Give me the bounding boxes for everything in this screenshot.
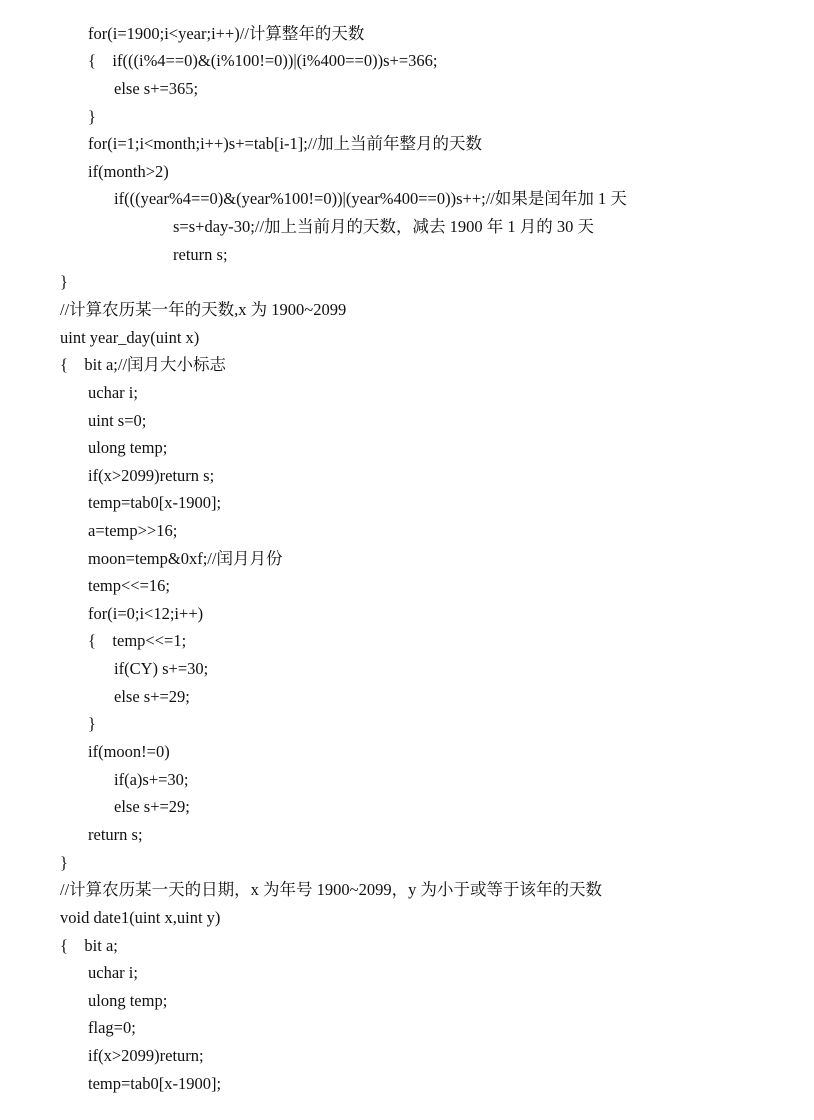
code-line: if(a)s+=30; [114, 770, 189, 789]
code-line: ulong temp; [88, 438, 168, 457]
code-line: uint year_day(uint x) [60, 328, 200, 347]
code-line: temp<<=16; [88, 576, 170, 595]
code-comment: //计算农历某一天的日期，x 为年号 1900~2099，y 为小于或等于该年的天数 [60, 880, 602, 899]
code-line: void date1(uint x,uint y) [60, 908, 221, 927]
code-line: } [88, 714, 96, 733]
code-comment: //计算农历某一年的天数,x 为 1900~2099 [60, 300, 347, 319]
code-line: uint s=0; [88, 411, 147, 430]
code-line: if(month>2) [88, 162, 169, 181]
code-line: for(i=0;i<12;i++) [88, 604, 204, 623]
code-line: if(x>2099)return; [88, 1046, 204, 1065]
code-line: uchar i; [88, 383, 138, 402]
code-line: { bit a; [60, 936, 118, 955]
code-line: a=temp>>16; [88, 521, 178, 540]
code-line: s=s+day-30;//加上当前月的天数，减去 1900 年 1 月的 30 天 [173, 217, 595, 236]
code-line: else s+=365; [114, 79, 199, 98]
code-line: moon=temp&0xf;//闰月月份 [88, 549, 283, 568]
code-line: { bit a;//闰月大小标志 [60, 355, 227, 374]
code-line: flag=0; [88, 1018, 136, 1037]
code-line: { if(((i%4==0)&(i%100!=0))|(i%400==0))s+=366; [88, 51, 438, 70]
code-line: else s+=29; [114, 797, 190, 816]
code-line: ulong temp; [88, 991, 168, 1010]
code-line: } [60, 272, 68, 291]
code-line: if(CY) s+=30; [114, 659, 209, 678]
code-line: temp=tab0[x-1900]; [88, 493, 222, 512]
code-line: return s; [173, 245, 228, 264]
code-line: temp=tab0[x-1900]; [88, 1074, 222, 1093]
code-line: if(((year%4==0)&(year%100!=0))|(year%400==0))s++;//如果是闰年加 1 天 [114, 189, 627, 208]
code-line: } [60, 853, 68, 872]
code-line: for(i=1900;i<year;i++)//计算整年的天数 [88, 24, 365, 43]
code-line: else s+=29; [114, 687, 190, 706]
code-line: if(x>2099)return s; [88, 466, 215, 485]
code-line: return s; [88, 825, 143, 844]
code-line: uchar i; [88, 963, 138, 982]
code-line: { temp<<=1; [88, 631, 187, 650]
code-line: } [88, 107, 96, 126]
code-line: if(moon!=0) [88, 742, 170, 761]
code-line: for(i=1;i<month;i++)s+=tab[i-1];//加上当前年整月的天数 [88, 134, 483, 153]
